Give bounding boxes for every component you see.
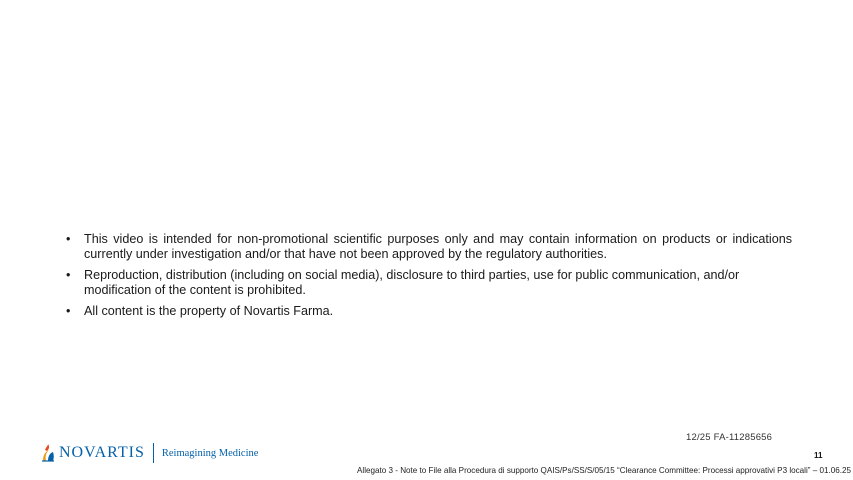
page-number: 11 <box>814 451 823 460</box>
novartis-logo <box>40 442 258 464</box>
logo-divider <box>153 443 154 463</box>
disclaimer-text: This video is intended for non-promotional scientific purposes only and may contain information on products or indications currently under investigation and/or that have not been approved by the regulatory authorities. <box>84 232 792 261</box>
allegato-note: Allegato 3 - Note to File alla Procedura di supporto QAIS/Ps/SS/S/05/15 “Clearance Committee: Processi approvativi P3 locali” – 01.06.25 <box>357 466 851 475</box>
bullet: • <box>66 304 71 318</box>
bullet: • <box>66 232 71 246</box>
logo-wordmark: NOVARTIS <box>59 444 145 461</box>
document-code: 12/25 FA-11285656 <box>686 432 773 443</box>
disclaimer-text: All content is the property of Novartis Farma. <box>84 304 334 318</box>
novartis-flame-icon <box>40 444 56 462</box>
bullet: • <box>66 268 71 282</box>
disclaimer-item <box>66 304 792 319</box>
disclaimer-list <box>66 232 792 326</box>
disclaimer-item <box>66 268 792 297</box>
logo-tagline: Reimagining Medicine <box>161 447 259 459</box>
disclaimer-text: Reproduction, distribution (including on social media), disclosure to third parties, use for public communication, and/or modification of the content is prohibited. <box>84 268 740 297</box>
disclaimer-item <box>66 232 792 261</box>
